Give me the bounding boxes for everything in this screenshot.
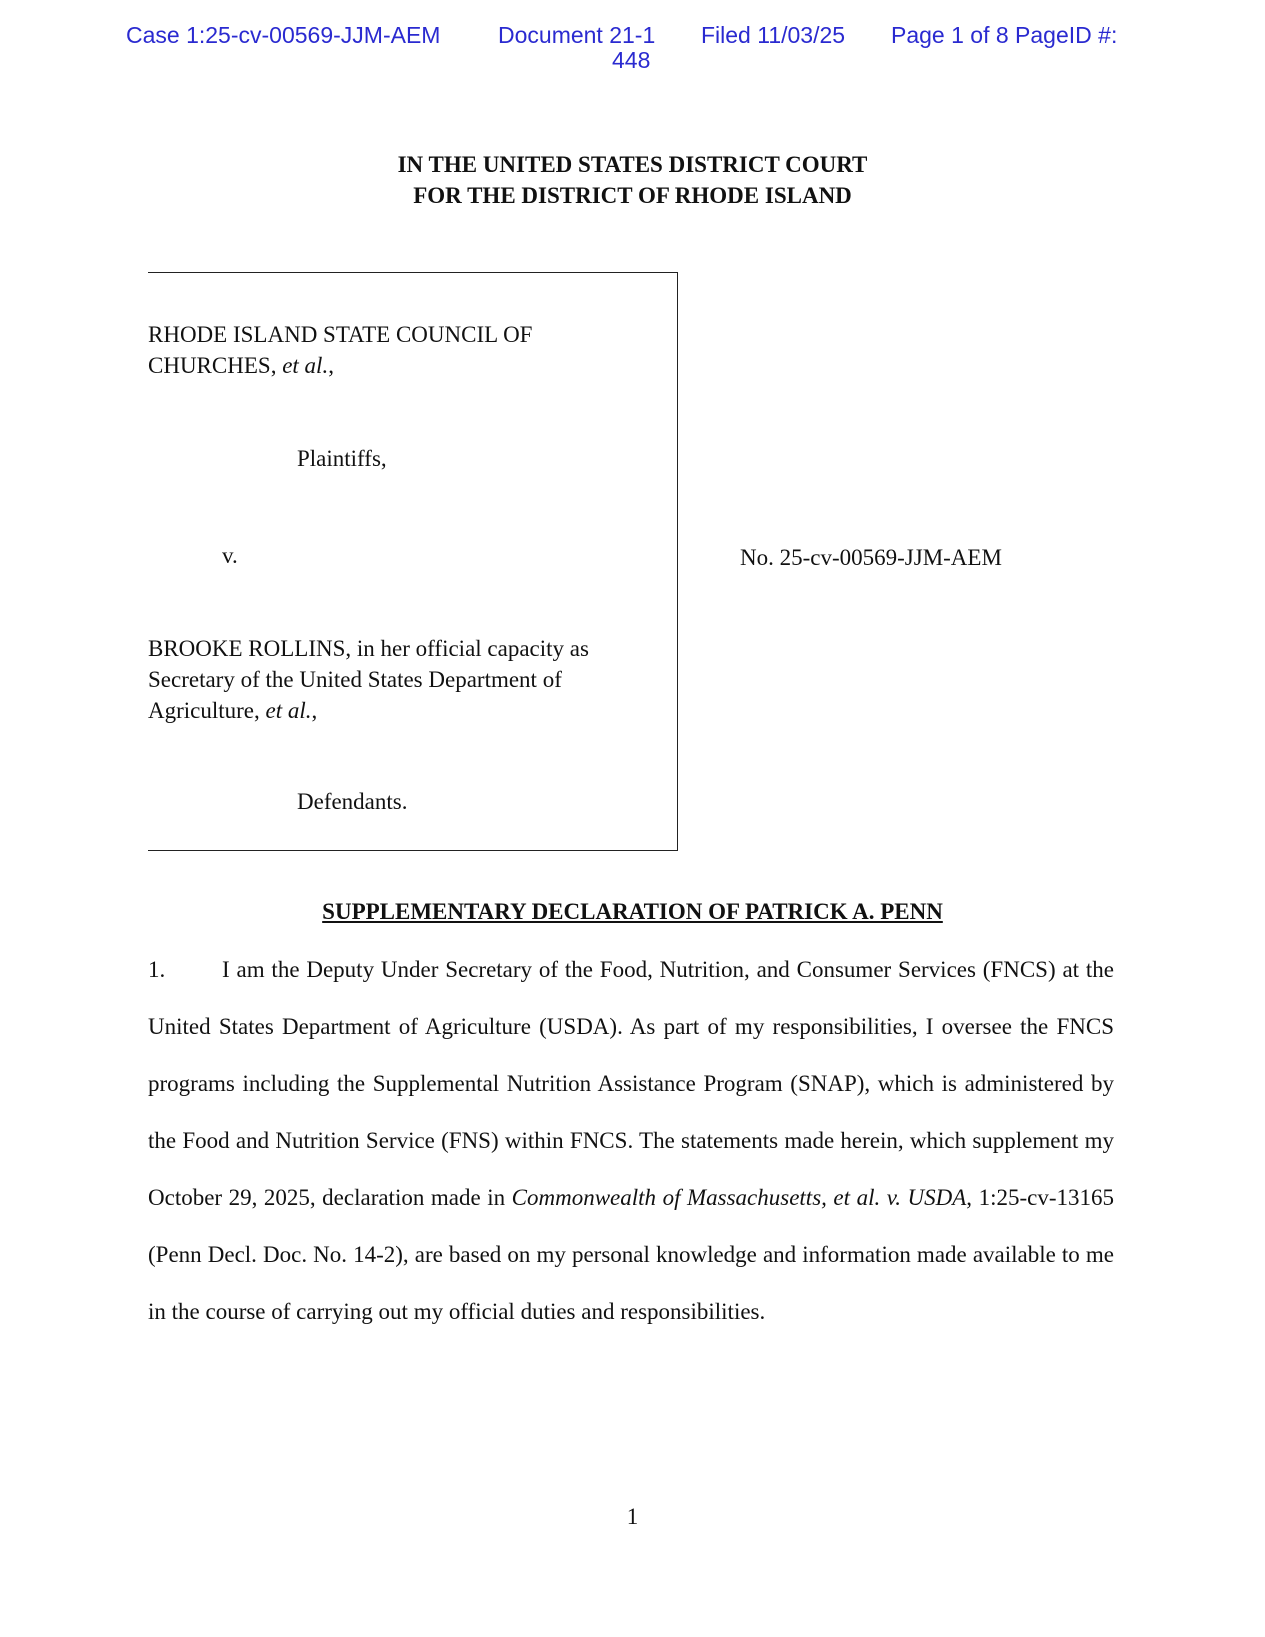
paragraph-number: 1. [148,957,166,982]
court-title-line1: IN THE UNITED STATES DISTRICT COURT [397,152,868,177]
plaintiff-name-line1: RHODE ISLAND STATE COUNCIL OF [148,322,533,347]
defendant-name-line3 [148,695,589,726]
defendants-label: Defendants. [297,789,408,814]
paragraph-1-text-b: , 1:25-cv-13165 (Penn Decl. Doc. No. 14-2), are based on my personal knowledge and information made available to me in the course of carrying out my official duties and responsibilities. [148,1185,1114,1324]
court-title [0,149,1265,211]
stamp-page-info: Page 1 of 8 PageID #: [891,22,1118,48]
stamp-document: Document 21-1 [498,22,656,48]
stamp-case-number: Case 1:25-cv-00569-JJM-AEM [126,22,441,48]
defendant-name-line1: BROOKE ROLLINS, in her official capacity as [148,636,589,661]
defendant-name-line3-end: , [311,698,318,723]
plaintiff-name-line2 [148,350,532,381]
plaintiffs-label: Plaintiffs, [297,446,387,471]
case-number: No. 25-cv-00569-JJM-AEM [740,545,1002,570]
stamp-filed-date: Filed 11/03/25 [701,22,846,48]
plaintiff-name-line2-main: CHURCHES, [148,353,283,378]
declaration-title: SUPPLEMENTARY DECLARATION OF PATRICK A. PENN [322,899,943,924]
paragraph-1 [148,941,1114,1340]
cited-case-name: Commonwealth of Massachusetts, et al. v. USDA [511,1185,967,1210]
defendant-name [148,633,589,726]
defendant-et-al: et al. [265,698,312,723]
page-number: 1 [626,1504,639,1529]
plaintiff-name-line2-end: , [328,353,334,378]
versus-label: v. [222,543,238,568]
defendant-name-line2: Secretary of the United States Department of [148,667,562,692]
plaintiff-name [148,319,532,381]
paragraph-1-text-a: I am the Deputy Under Secretary of the Food, Nutrition, and Consumer Services (FNCS) at the United States Department of Agriculture (USDA). As part of my responsibilities, I oversee the FNCS programs including the Supplemental Nutrition Assistance Program (SNAP), which is administered by the Food and Nutrition Service (FNS) within FNCS. The statements made herein, which supplement my October 29, 2025, declaration made in [148,957,1114,1210]
court-title-line2: FOR THE DISTRICT OF RHODE ISLAND [413,183,852,208]
plaintiff-et-al: et al. [282,353,329,378]
stamp-page-id: 448 [612,47,651,73]
defendant-name-line3-main: Agriculture, [148,698,266,723]
